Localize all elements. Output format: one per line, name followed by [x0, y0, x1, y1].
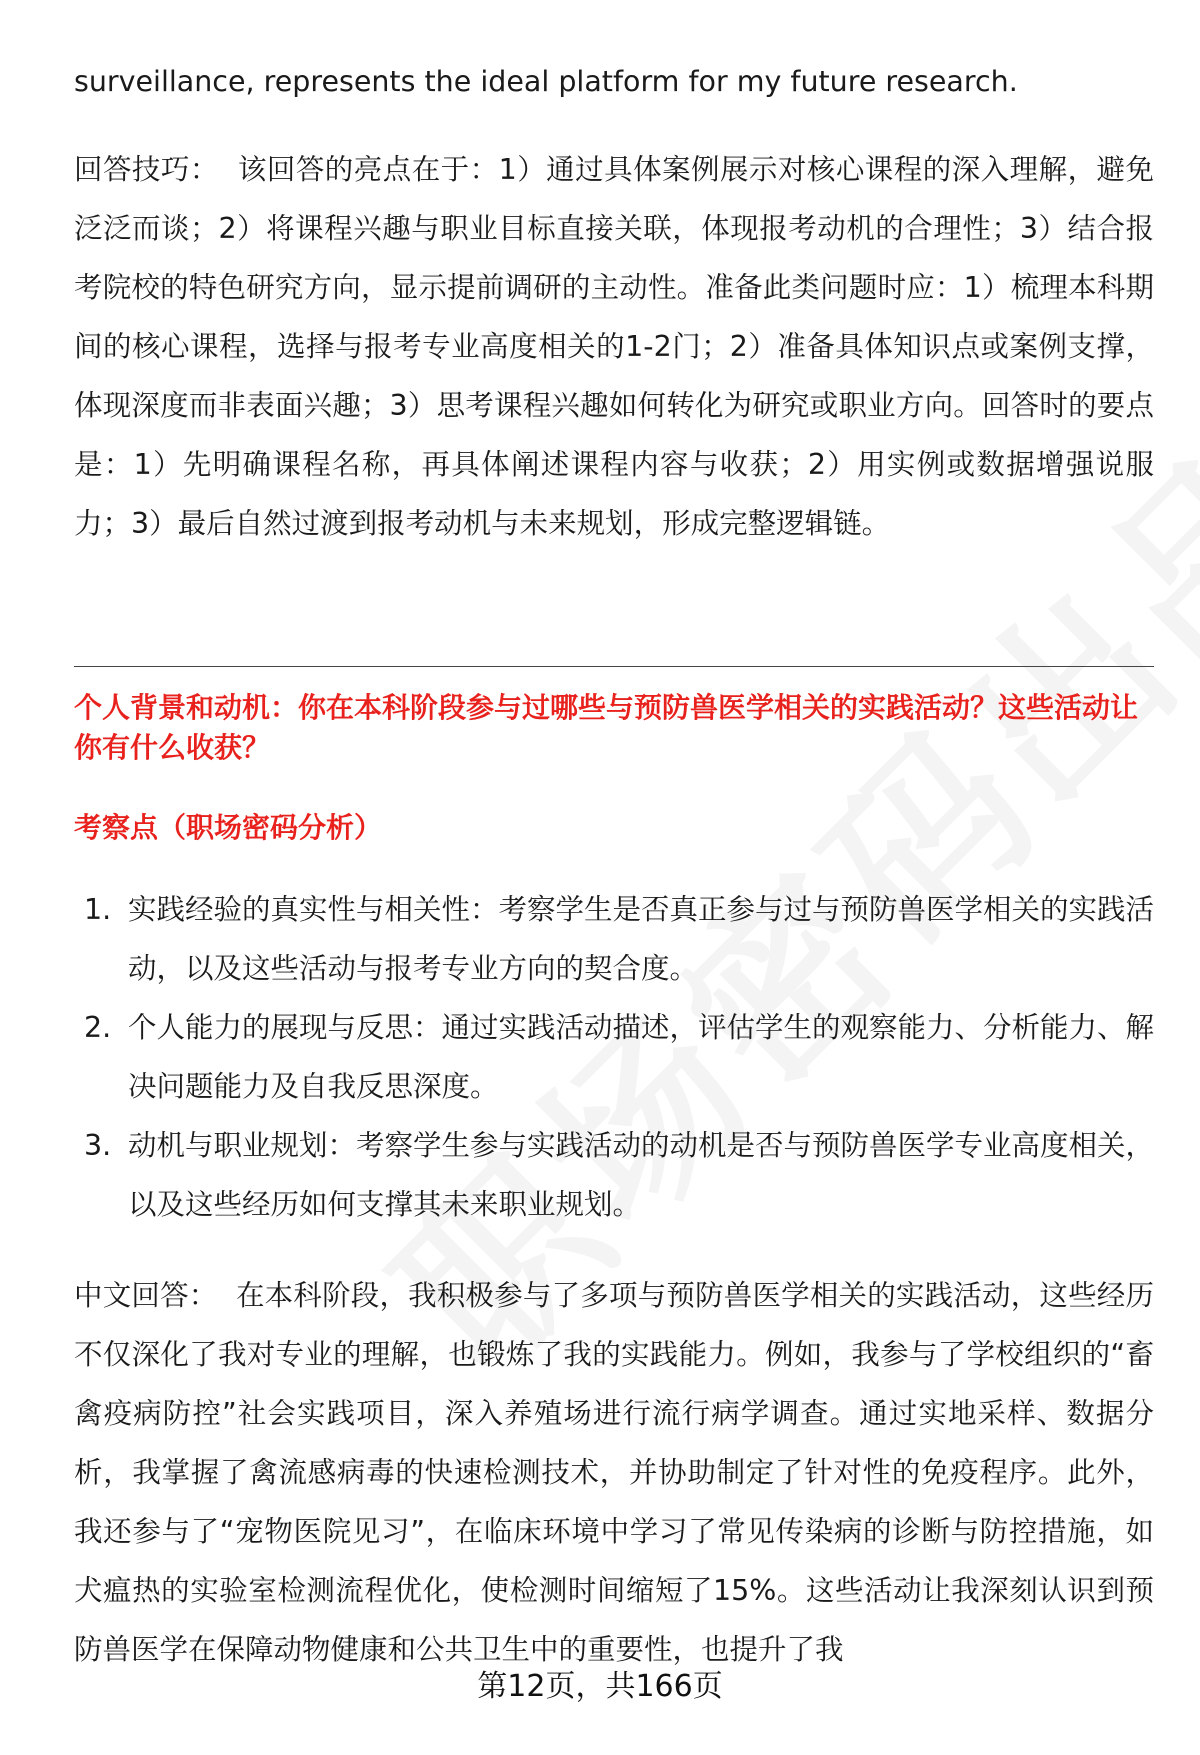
- list-item: [74, 880, 1154, 998]
- assessment-title: 考察点（职场密码分析）: [74, 811, 383, 844]
- page-number: 第12页，共166页: [477, 1669, 723, 1704]
- tips-body: 该回答的亮点在于：1）通过具体案例展示对核心课程的深入理解，避免泛泛而谈；2）将课程兴趣与职业目标直接关联，体现报考动机的合理性；3）结合报考院校的特色研究方向，显示提前调研的主动性。准备此类问题时应：1）梳理本科期间的核心课程，选择与报考专业高度相关的1-2门；2）准备具体知识点或案例支撑，体现深度而非表面兴趣；3）思考课程兴趣如何转化为研究或职业方向。回答时的要点是：1）先明确课程名称，再具体阐述课程内容与收获；2）用实例或数据增强说服力；3）最后自然过渡到报考动机与未来规划，形成完整逻辑链。: [74, 153, 1154, 540]
- assessment-points: [74, 880, 1154, 1234]
- list-item-number: 2.: [84, 1011, 112, 1044]
- answer-paragraph: [74, 1266, 1154, 1679]
- list-item: [74, 998, 1154, 1116]
- answer-label: 中文回答：: [74, 1279, 218, 1312]
- question-heading: 个人背景和动机：你在本科阶段参与过哪些与预防兽医学相关的实践活动？这些活动让你有什么收获？: [74, 691, 1139, 764]
- section-divider: [74, 666, 1154, 667]
- list-item-number: 3.: [84, 1129, 112, 1162]
- intro-paragraph: surveillance, represents the ideal platform for my future research.: [74, 65, 1018, 98]
- tips-label: 回答技巧：: [74, 153, 219, 186]
- list-item: [74, 1116, 1154, 1234]
- list-item-text: 实践经验的真实性与相关性：考察学生是否真正参与过与预防兽医学相关的实践活动，以及这些活动与报考专业方向的契合度。: [128, 893, 1155, 985]
- list-item-number: 1.: [84, 893, 112, 926]
- answer-body: 在本科阶段，我积极参与了多项与预防兽医学相关的实践活动，这些经历不仅深化了我对专业的理解，也锻炼了我的实践能力。例如，我参与了学校组织的“畜禽疫病防控”社会实践项目，深入养殖场进行流行病学调查。通过实地采样、数据分析，我掌握了禽流感病毒的快速检测技术，并协助制定了针对性的免疫程序。此外，我还参与了“宠物医院见习”，在临床环境中学习了常见传染病的诊断与防控措施，如犬瘟热的实验室检测流程优化，使检测时间缩短了15%。这些活动让我深刻认识到预防兽医学在保障动物健康和公共卫生中的重要性，也提升了我: [74, 1279, 1154, 1666]
- list-item-text: 动机与职业规划：考察学生参与实践活动的动机是否与预防兽医学专业高度相关，以及这些经历如何支撑其未来职业规划。: [128, 1129, 1155, 1221]
- list-item-text: 个人能力的展现与反思：通过实践活动描述，评估学生的观察能力、分析能力、解决问题能力及自我反思深度。: [128, 1011, 1155, 1103]
- tips-paragraph: [74, 140, 1154, 553]
